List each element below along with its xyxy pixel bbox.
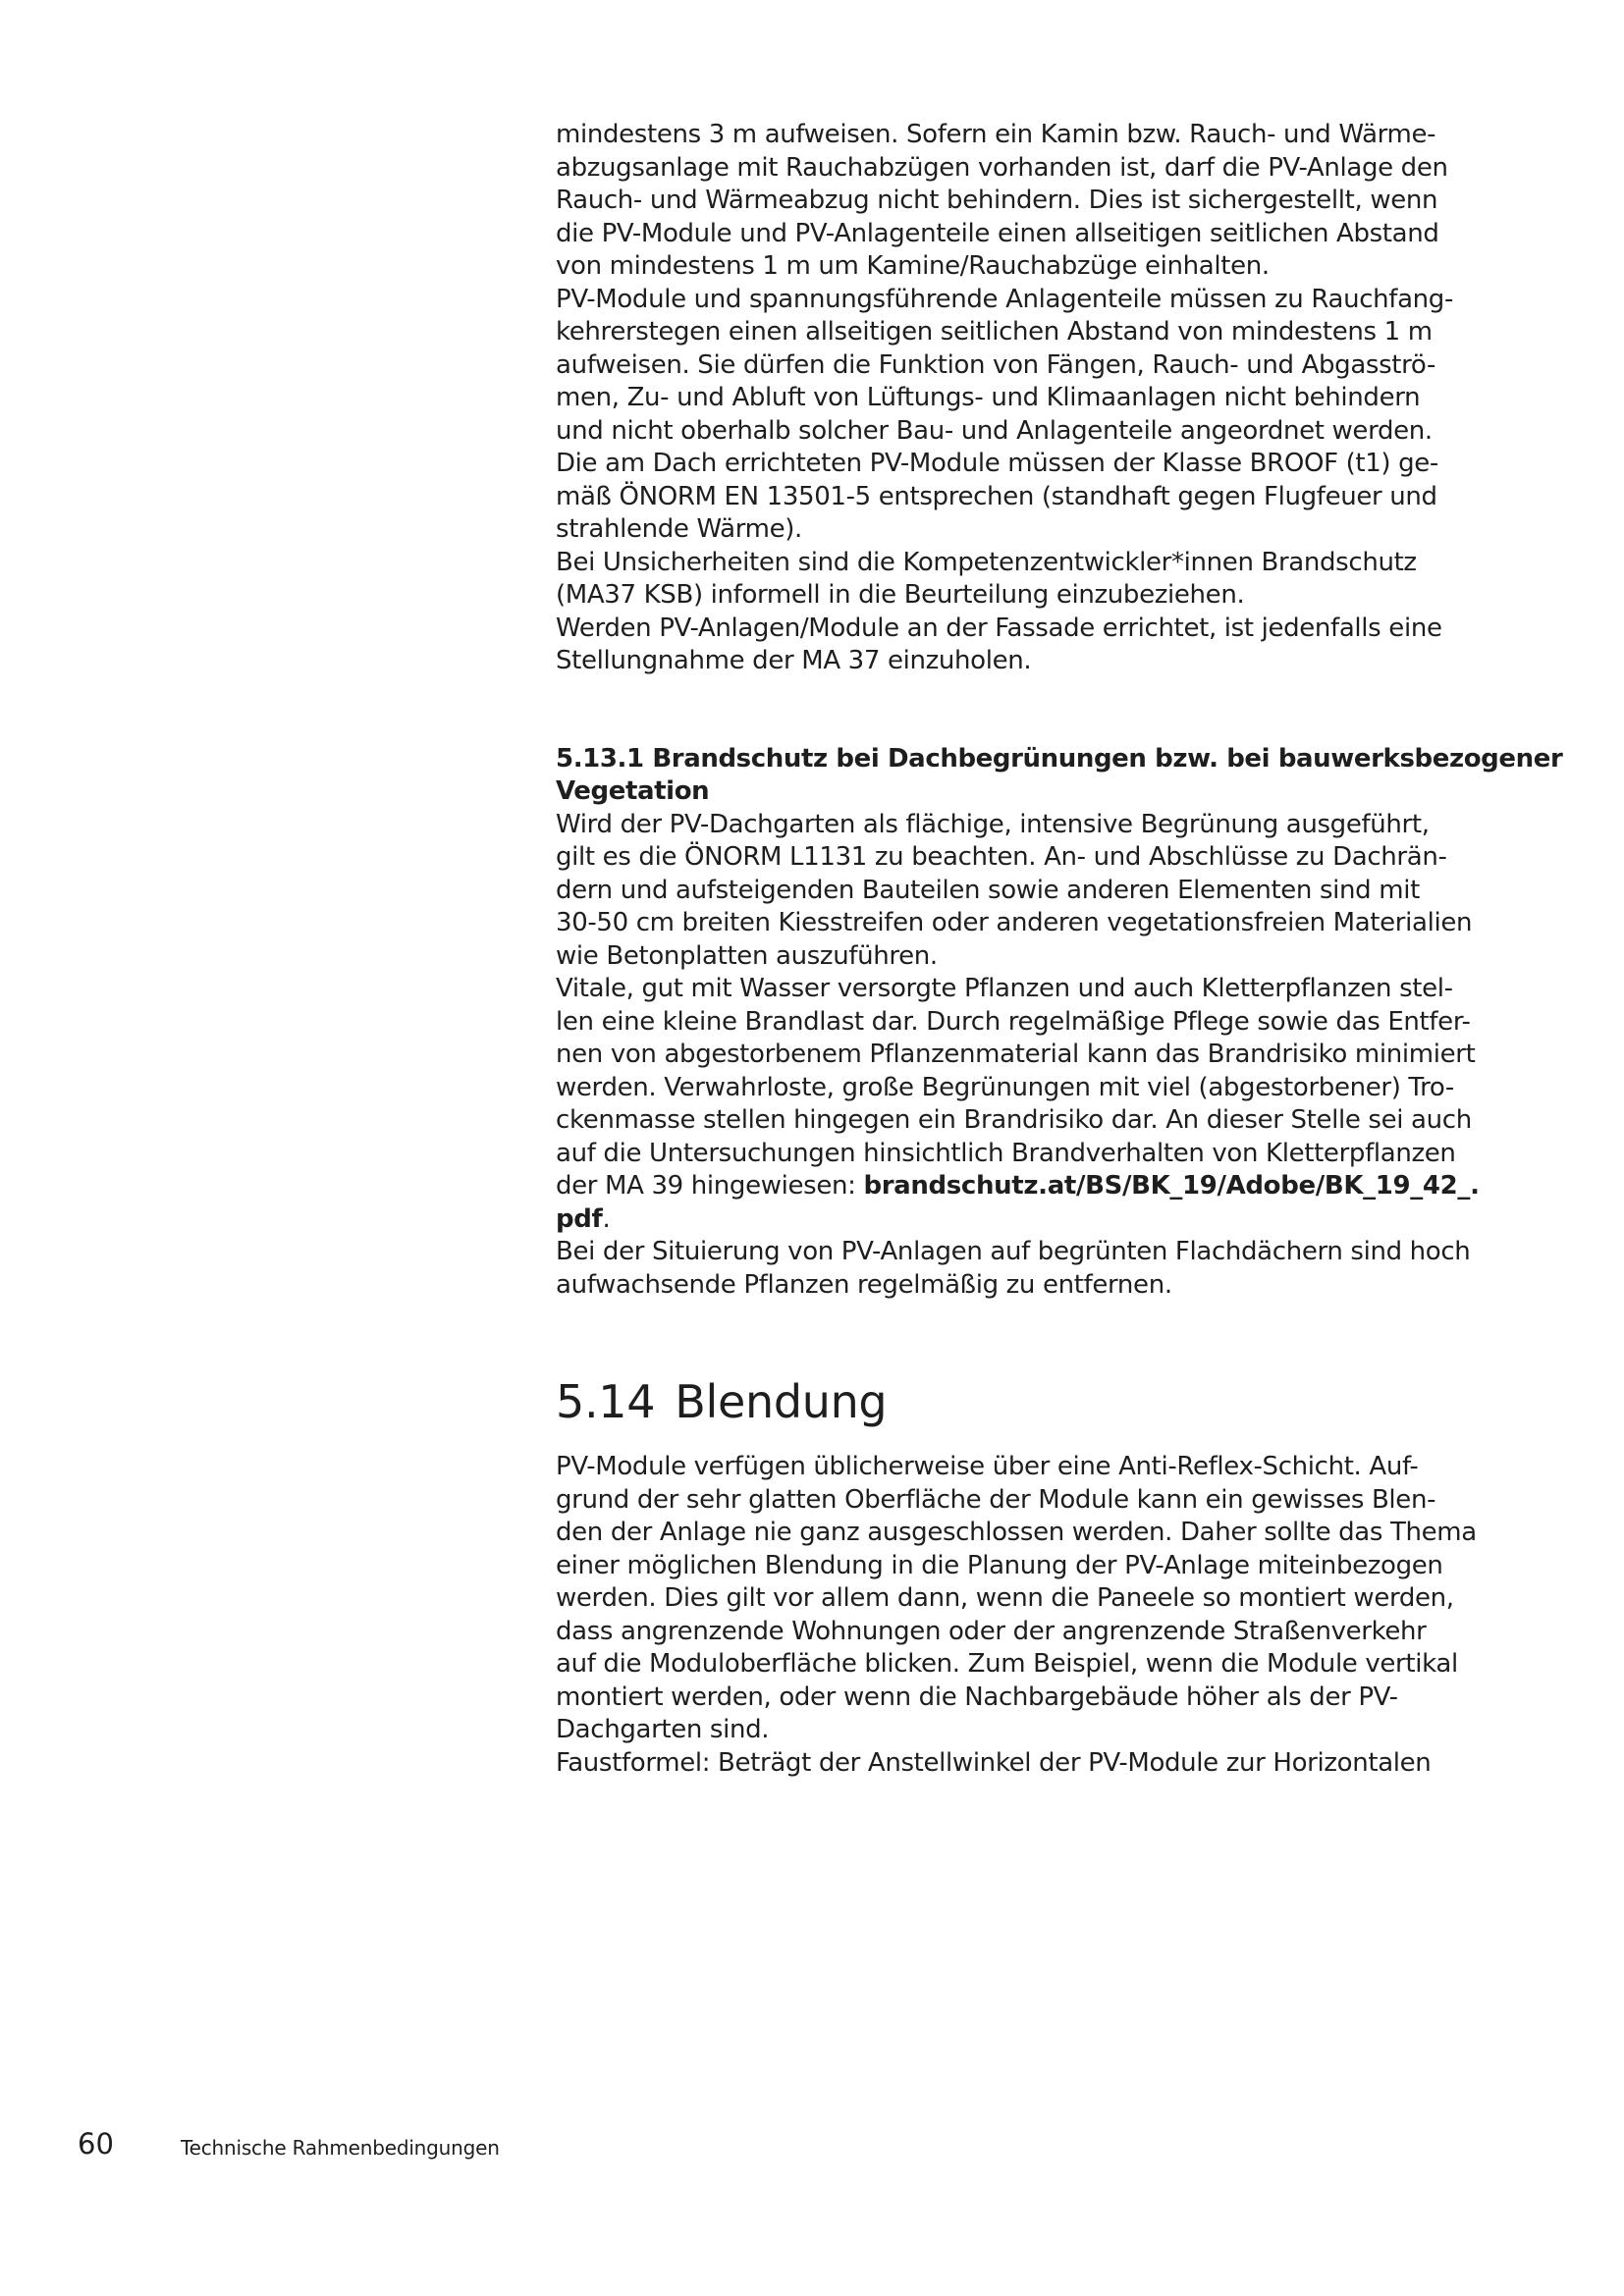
document-link[interactable]: brandschutz.at/BS/BK_19/Adobe/BK_19_42_. bbox=[863, 1171, 1480, 1201]
subsection-heading bbox=[556, 743, 1563, 809]
text-line: aufweisen. Sie dürfen die Funktion von Fängen, Rauch- und Abgasströ- bbox=[556, 349, 1435, 380]
text-line: einer möglichen Blendung in die Planung der PV-Anlage miteinbezogen bbox=[556, 1550, 1443, 1580]
text-line: den der Anlage nie ganz ausgeschlossen werden. Daher sollte das Thema bbox=[556, 1518, 1477, 1547]
paragraph-pflanzen-entfernen bbox=[556, 1236, 1489, 1302]
text-line: Dachgarten sind. bbox=[556, 1715, 770, 1744]
paragraph-unsicherheiten bbox=[556, 547, 1489, 613]
text-line: kehrerstegen einen allseitigen seitlichen Abstand von mindestens 1 m bbox=[556, 317, 1433, 347]
footer-chapter-title: Technische Rahmenbedingungen bbox=[181, 2136, 500, 2160]
paragraph-broof-klasse bbox=[556, 448, 1489, 547]
text-line bbox=[556, 1170, 1489, 1203]
subsection-heading-line: 5.13.1 Brandschutz bei Dachbegrünungen bzw. bei bauwerksbezogener bbox=[556, 743, 1563, 774]
text-line: aufwachsende Pflanzen regelmäßig zu entfernen. bbox=[556, 1269, 1172, 1300]
text-line: grund der sehr glatten Oberfläche der Module kann ein gewisses Blen- bbox=[556, 1484, 1436, 1515]
text-line: von mindestens 1 m um Kamine/Rauchabzüge einhalten. bbox=[556, 251, 1270, 281]
text-line: Vitale, gut mit Wasser versorgte Pflanzen und auch Kletterpflanzen stel- bbox=[556, 974, 1453, 1003]
paragraph-rauchfangkehrerstege bbox=[556, 284, 1489, 449]
text-line: wie Betonplatten auszuführen. bbox=[556, 940, 938, 971]
text-line: Werden PV-Anlagen/Module an der Fassade errichtet, ist jedenfalls eine bbox=[556, 613, 1442, 643]
text-line: Bei Unsicherheiten sind die Kompetenzentwickler*innen Brandschutz bbox=[556, 547, 1417, 577]
document-link-continued[interactable]: pdf bbox=[556, 1203, 603, 1234]
text-line: abzugsanlage mit Rauchabzügen vorhanden ist, darf die PV-Anlage den bbox=[556, 152, 1448, 183]
text-line: Bei der Situierung von PV-Anlagen auf begrünten Flachdächern sind hoch bbox=[556, 1237, 1471, 1266]
text-line: Faustformel: Beträgt der Anstellwinkel der PV-Module zur Horizontalen bbox=[556, 1747, 1432, 1778]
text-line: len eine kleine Brandlast dar. Durch regelmäßige Pflege sowie das Entfer- bbox=[556, 1006, 1471, 1037]
text-line: (MA37 KSB) informell in die Beurteilung einzubeziehen. bbox=[556, 580, 1245, 610]
text-line: gilt es die ÖNORM L1131 zu beachten. An- und Abschlüsse zu Dachrän- bbox=[556, 842, 1447, 872]
text-line: nen von abgestorbenem Pflanzenmaterial kann das Brandrisiko minimiert bbox=[556, 1040, 1476, 1069]
section-heading bbox=[556, 1374, 1489, 1429]
text-line: montiert werden, oder wenn die Nachbargebäude höher als der PV- bbox=[556, 1682, 1398, 1712]
paragraph-dachgarten-begruenung bbox=[556, 809, 1489, 974]
text-line: mäß ÖNORM EN 13501-5 entsprechen (standhaft gegen Flugfeuer und bbox=[556, 481, 1437, 511]
text-line: Wird der PV-Dachgarten als flächige, intensive Begrünung ausgeführt, bbox=[556, 809, 1430, 839]
text-line: dern und aufsteigenden Bauteilen sowie anderen Elementen sind mit bbox=[556, 875, 1420, 905]
text-line: auf die Moduloberfläche blicken. Zum Beispiel, wenn die Module vertikal bbox=[556, 1649, 1458, 1679]
text-line: strahlende Wärme). bbox=[556, 514, 802, 544]
section-title: Blendung bbox=[675, 1375, 888, 1428]
paragraph-kamin-abstand bbox=[556, 119, 1489, 284]
page-number: 60 bbox=[78, 2127, 114, 2161]
text-line: auf die Untersuchungen hinsichtlich Brandverhalten von Kletterpflanzen bbox=[556, 1138, 1456, 1168]
paragraph-brandlast-pflanzen bbox=[556, 973, 1489, 1236]
text-line: men, Zu- und Abluft von Lüftungs- und Klimaanlagen nicht behindern bbox=[556, 383, 1421, 412]
paragraph-fassade bbox=[556, 613, 1489, 678]
text-line bbox=[556, 1203, 1489, 1237]
paragraph-faustformel bbox=[556, 1747, 1489, 1781]
text-line: 30-50 cm breiten Kiesstreifen oder anderen vegetationsfreien Materialien bbox=[556, 908, 1473, 937]
text-line: ckenmasse stellen hingegen ein Brandrisiko dar. An dieser Stelle sei auch bbox=[556, 1105, 1472, 1135]
text-fragment: . bbox=[602, 1203, 611, 1234]
text-line: und nicht oberhalb solcher Bau- und Anlagenteile angeordnet werden. bbox=[556, 415, 1433, 446]
text-line: Rauch- und Wärmeabzug nicht behindern. Dies ist sichergestellt, wenn bbox=[556, 186, 1438, 215]
text-line: Die am Dach errichteten PV-Module müssen der Klasse BROOF (t1) ge- bbox=[556, 449, 1438, 478]
section-number: 5.14 bbox=[556, 1375, 656, 1428]
text-line: die PV-Module und PV-Anlagenteile einen allseitigen seitlichen Abstand bbox=[556, 218, 1439, 248]
main-column bbox=[556, 119, 1563, 1780]
text-line: PV-Module und spannungsführende Anlagenteile müssen zu Rauchfang- bbox=[556, 284, 1453, 314]
text-line: mindestens 3 m aufweisen. Sofern ein Kamin bzw. Rauch- und Wärme- bbox=[556, 120, 1436, 149]
paragraph-blendung bbox=[556, 1451, 1489, 1747]
text-line: werden. Dies gilt vor allem dann, wenn die Paneele so montiert werden, bbox=[556, 1583, 1454, 1613]
text-line: PV-Module verfügen üblicherweise über eine Anti-Reflex-Schicht. Auf- bbox=[556, 1452, 1419, 1481]
text-line: dass angrenzende Wohnungen oder der angrenzende Straßenverkehr bbox=[556, 1616, 1427, 1646]
subsection-heading-line: Vegetation bbox=[556, 776, 710, 806]
text-fragment: der MA 39 hingewiesen: bbox=[556, 1171, 864, 1201]
text-line: werden. Verwahrloste, große Begrünungen mit viel (abgestorbener) Tro- bbox=[556, 1072, 1454, 1102]
text-line: Stellungnahme der MA 37 einzuholen. bbox=[556, 646, 1032, 675]
